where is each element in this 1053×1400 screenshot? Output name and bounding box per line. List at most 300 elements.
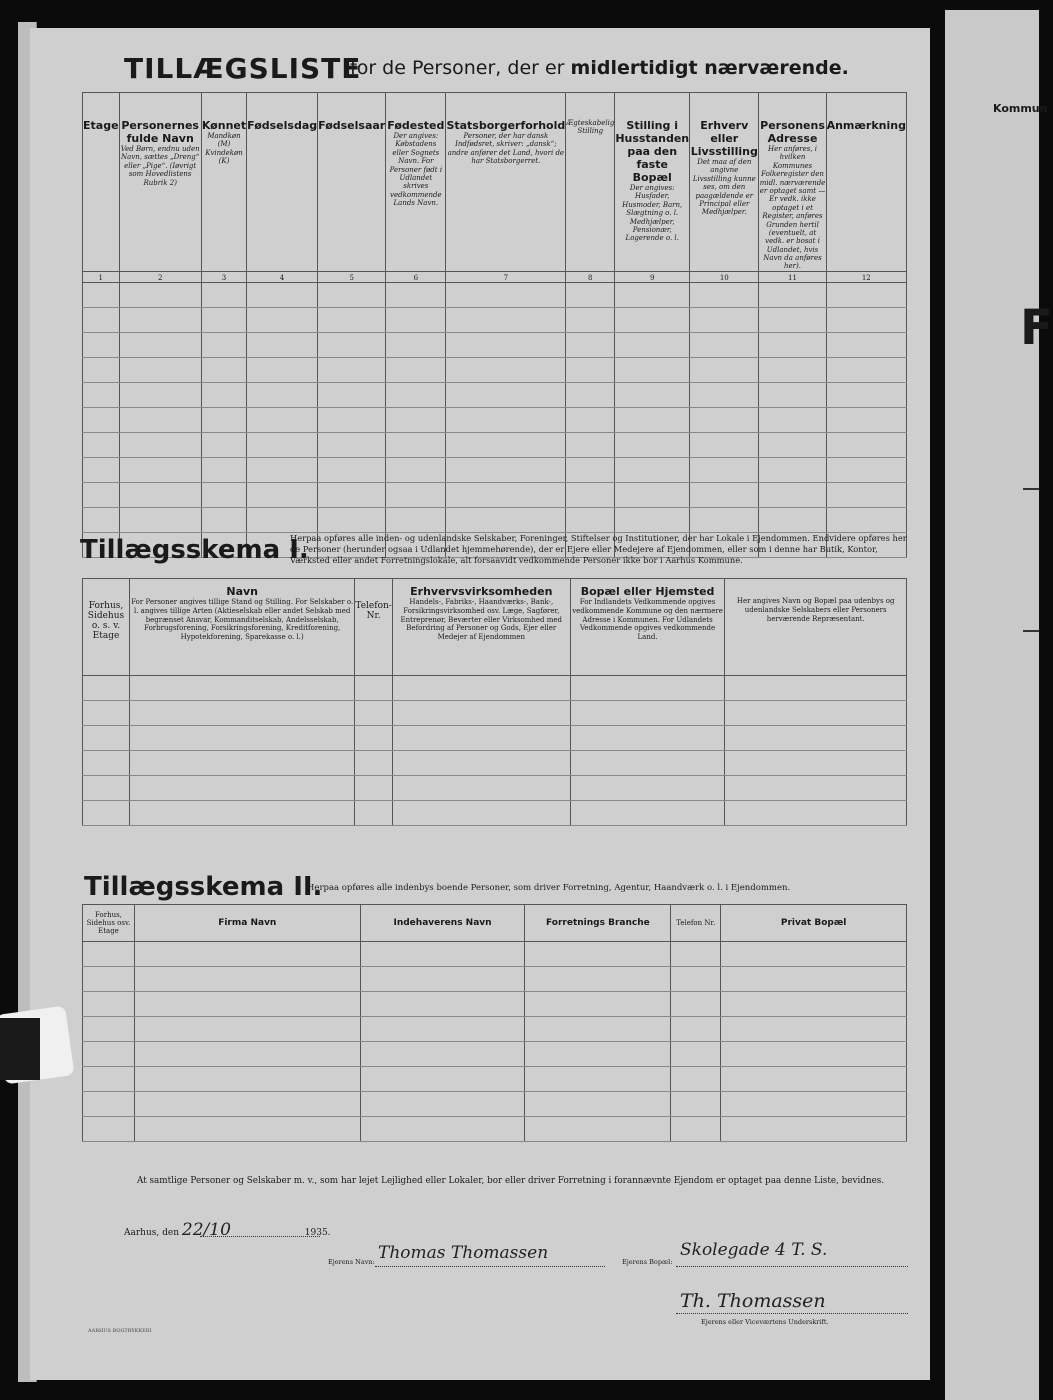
- table-cell: [318, 407, 386, 432]
- column-header: [355, 579, 392, 676]
- table-cell: [671, 1092, 721, 1117]
- attestation-text: At samtlige Personer og Selskaber m. v., som har lejet Lejlighed eller Lokaler, bor eller driver Forretning i forannævnte Ejendom er optaget paa denne Liste, bevidnes.: [137, 1176, 885, 1186]
- table-cell: [83, 407, 120, 432]
- table-cell: [826, 282, 906, 307]
- table-cell: [134, 1067, 360, 1092]
- table-row: [83, 332, 907, 357]
- table-cell: [566, 382, 615, 407]
- table-cell: [83, 801, 130, 826]
- table-cell: [759, 432, 826, 457]
- table-cell: [129, 676, 354, 701]
- table-row: [83, 1017, 907, 1042]
- table-cell: [83, 1117, 135, 1142]
- table-cell: [615, 332, 690, 357]
- table-cell: [725, 726, 907, 751]
- table-cell: [119, 307, 201, 332]
- table-row: [83, 676, 907, 701]
- table-cell: [446, 457, 566, 482]
- table-cell: [318, 357, 386, 382]
- table-row: [83, 726, 907, 751]
- table-cell: [318, 507, 386, 532]
- table-cell: [671, 967, 721, 992]
- table-cell: [247, 307, 318, 332]
- table-cell: [826, 382, 906, 407]
- table-cell: [201, 432, 246, 457]
- column-header: [83, 93, 120, 272]
- table-cell: [525, 942, 671, 967]
- table-cell: [355, 676, 392, 701]
- column-number: 2: [119, 271, 201, 282]
- column-title: Anmærkning: [826, 119, 906, 132]
- table-cell: [759, 332, 826, 357]
- signature-rule: [676, 1313, 908, 1314]
- table-cell: [119, 282, 201, 307]
- facing-page-header: Kommun: [993, 102, 1048, 115]
- table-cell: [615, 407, 690, 432]
- table-cell: [690, 457, 759, 482]
- table-cell: [615, 482, 690, 507]
- column-header: [386, 93, 446, 272]
- table-cell: [201, 382, 246, 407]
- column-header: [247, 93, 318, 272]
- table-cell: [671, 1067, 721, 1092]
- skema1-note: Herpaa opføres alle inden- og udenlandske Selskaber, Foreninger, Stiftelser og Institutioner, der har Lokale i Ejendommen. Endvidere opføres her de Personer (herunder ogsaa i Udlandet hjemmehørende), der er Ejere eller Medejere af Ejendommen, eller som i denne har Butik, Kontor, Værksted eller andet Forretningslokale, alt forsaavidt vedkommende Personer ikke bor i Aarhus Kommune.: [290, 533, 907, 566]
- table-cell: [671, 1017, 721, 1042]
- table-row: [83, 507, 907, 532]
- table-cell: [201, 307, 246, 332]
- table-cell: [247, 507, 318, 532]
- column-number: 11: [759, 271, 826, 282]
- table-cell: [355, 801, 392, 826]
- table-cell: [671, 992, 721, 1017]
- table-cell: [566, 307, 615, 332]
- column-note: Det maa af den angivne Livsstilling kunne ses, om den paagældende er Principal eller Medhjælper.: [692, 158, 756, 217]
- table-cell: [247, 482, 318, 507]
- table-cell: [83, 1067, 135, 1092]
- column-header: [759, 93, 826, 272]
- table-cell: [134, 967, 360, 992]
- table-cell: [129, 776, 354, 801]
- owner-signature: Th. Thomassen: [680, 1290, 826, 1312]
- column-note: Der angives: Købstadens eller Sognets Navn. For Personer født i Udlandet skrives vedkommende Lands Navn.: [389, 132, 443, 208]
- table-cell: [759, 282, 826, 307]
- divider: [1023, 630, 1039, 632]
- table-cell: [725, 801, 907, 826]
- table-cell: [690, 307, 759, 332]
- table-cell: [725, 751, 907, 776]
- column-number: 10: [690, 271, 759, 282]
- column-title: Stilling i Husstanden paa den faste Bopæl: [615, 119, 690, 184]
- table-cell: [83, 1042, 135, 1067]
- table-cell: [318, 457, 386, 482]
- table-cell: [671, 1117, 721, 1142]
- table-row: [83, 1092, 907, 1117]
- skema2-note: Herpaa opføres alle indenbys boende Personer, som driver Forretning, Agentur, Haandværk o. l. i Ejendommen.: [307, 883, 791, 893]
- table-cell: [201, 482, 246, 507]
- column-number: 7: [446, 271, 566, 282]
- tillaegsliste-subtitle: for de Personer, der er midlertidigt nærværende.: [350, 57, 849, 79]
- table-cell: [119, 332, 201, 357]
- table-cell: [759, 507, 826, 532]
- table-cell: [392, 676, 570, 701]
- column-header: [129, 579, 354, 676]
- column-note: Her angives Navn og Bopæl paa udenbys og udenlandske Selskabers eller Personers herværende Repræsentant.: [736, 597, 895, 623]
- table-cell: [386, 482, 446, 507]
- table-cell: [690, 382, 759, 407]
- table-cell: [392, 801, 570, 826]
- date-year: 1935.: [304, 1228, 331, 1238]
- skema2-title: Tillægsskema II.: [84, 872, 323, 902]
- table-cell: [690, 332, 759, 357]
- table-row: [83, 457, 907, 482]
- table-cell: [83, 992, 135, 1017]
- table-cell: [446, 382, 566, 407]
- table-cell: [386, 282, 446, 307]
- date-line-rule: [200, 1236, 320, 1237]
- table-cell: [134, 1017, 360, 1042]
- table-row: [83, 751, 907, 776]
- column-title: Personens Adresse: [760, 119, 825, 145]
- table-cell: [446, 307, 566, 332]
- column-note: Mandkøn (M) Kvindekøn (K): [205, 132, 243, 166]
- table-cell: [615, 282, 690, 307]
- printer-mark: AARHUS BOGTRYKKERI: [88, 1328, 152, 1334]
- table-row: [83, 282, 907, 307]
- table-cell: [318, 307, 386, 332]
- column-header: [570, 579, 725, 676]
- column-number: 4: [247, 271, 318, 282]
- table-cell: [83, 751, 130, 776]
- table-cell: [615, 357, 690, 382]
- table-cell: [566, 332, 615, 357]
- column-number: 5: [318, 271, 386, 282]
- table-cell: [759, 307, 826, 332]
- column-title: Fødselsdag: [247, 119, 318, 132]
- table-cell: [826, 457, 906, 482]
- column-header: [201, 93, 246, 272]
- table-cell: [721, 942, 907, 967]
- column-note: For Indlandets Vedkommende opgives vedkommende Kommune og den nærmere Adresse i Kommunen. For Udlandets Vedkommende opgives vedkommende Land.: [572, 598, 723, 641]
- table-cell: [83, 726, 130, 751]
- column-title: Erhverv eller Livsstilling: [690, 119, 758, 158]
- table-cell: [725, 776, 907, 801]
- table-cell: [247, 382, 318, 407]
- column-header: Indehaverens Navn: [360, 905, 525, 942]
- column-header: [725, 579, 907, 676]
- table-cell: [83, 701, 130, 726]
- table-cell: [570, 776, 725, 801]
- column-header: [566, 93, 615, 272]
- column-note: For Personer angives tillige Stand og Stilling. For Selskaber o. l. angives tillige Arten (Aktieselskab eller andet Selskab med begrænset Ansvar, Kommanditselskab, Andelsselskab, Forbrugsforening, Forsikringsforening, Kreditforening, Hypotekforening, Sparekasse o. l.): [131, 598, 354, 641]
- table-cell: [525, 1067, 671, 1092]
- table-cell: [201, 507, 246, 532]
- table-cell: [826, 357, 906, 382]
- divider: [1023, 488, 1039, 490]
- table-cell: [119, 432, 201, 457]
- table-cell: [525, 1117, 671, 1142]
- table-cell: [355, 726, 392, 751]
- table-cell: [247, 357, 318, 382]
- table-cell: [570, 701, 725, 726]
- table-cell: [446, 407, 566, 432]
- table-cell: [615, 307, 690, 332]
- table-cell: [83, 967, 135, 992]
- table-cell: [360, 1042, 525, 1067]
- table-cell: [566, 507, 615, 532]
- table-cell: [129, 751, 354, 776]
- table-cell: [759, 457, 826, 482]
- table-cell: [446, 357, 566, 382]
- column-title: Personernes fulde Navn: [121, 119, 199, 145]
- table-cell: [83, 776, 130, 801]
- table-row: [83, 407, 907, 432]
- table-cell: [360, 942, 525, 967]
- table-cell: [386, 307, 446, 332]
- table-cell: [570, 726, 725, 751]
- table-cell: [318, 432, 386, 457]
- table-cell: [826, 332, 906, 357]
- table-row: [83, 307, 907, 332]
- table-cell: [355, 776, 392, 801]
- table-cell: [615, 432, 690, 457]
- table-cell: [360, 967, 525, 992]
- column-number: 9: [615, 271, 690, 282]
- skema1-title: Tillægsskema I.: [80, 535, 309, 565]
- owner-name-label: Ejerens Navn:: [328, 1258, 375, 1266]
- table-cell: [318, 282, 386, 307]
- column-header: [119, 93, 201, 272]
- table-cell: [721, 967, 907, 992]
- table-cell: [201, 357, 246, 382]
- column-header: Telefon Nr.: [671, 905, 721, 942]
- signature-label: Ejerens eller Viceværtens Underskrift.: [701, 1318, 829, 1326]
- owner-address-value: Skolegade 4 T. S.: [680, 1240, 828, 1260]
- table-cell: [386, 382, 446, 407]
- table-cell: [566, 457, 615, 482]
- table-cell: [759, 382, 826, 407]
- date-den: den: [162, 1228, 180, 1238]
- table-cell: [83, 357, 120, 382]
- table-row: [83, 776, 907, 801]
- table-cell: [83, 432, 120, 457]
- column-note: Ægteskabelig Stilling: [566, 119, 615, 136]
- table-cell: [355, 701, 392, 726]
- table-cell: [525, 967, 671, 992]
- table-row: [83, 382, 907, 407]
- table-cell: [690, 482, 759, 507]
- table-cell: [446, 507, 566, 532]
- column-title: Fødested: [387, 119, 445, 132]
- table-cell: [119, 457, 201, 482]
- table-cell: [247, 457, 318, 482]
- table-cell: [725, 701, 907, 726]
- table-cell: [570, 676, 725, 701]
- table-cell: [134, 942, 360, 967]
- table-cell: [83, 1092, 135, 1117]
- table-cell: [360, 1017, 525, 1042]
- table-cell: [360, 1092, 525, 1117]
- table-cell: [83, 1017, 135, 1042]
- table-cell: [566, 482, 615, 507]
- table-cell: [360, 1067, 525, 1092]
- date-value: 22/10: [181, 1220, 231, 1240]
- table-cell: [826, 407, 906, 432]
- table-cell: [386, 432, 446, 457]
- table-cell: [392, 751, 570, 776]
- table-cell: [759, 407, 826, 432]
- table-cell: [83, 332, 120, 357]
- table-cell: [355, 751, 392, 776]
- table-cell: [83, 507, 120, 532]
- column-header: Privat Bopæl: [721, 905, 907, 942]
- table-cell: [83, 676, 130, 701]
- column-header: Forhus, Sidehus osv. Etage: [83, 905, 135, 942]
- column-header: [318, 93, 386, 272]
- table-row: [83, 801, 907, 826]
- table-row: [83, 942, 907, 967]
- table-cell: [386, 357, 446, 382]
- tillaegsliste-table: [82, 92, 907, 558]
- facing-page: [945, 10, 1053, 1400]
- table-cell: [826, 482, 906, 507]
- column-note: Ved Børn, endnu uden Navn, sættes „Dreng“ eller „Pige“. (Iøvrigt som Hovedlistens Rubrik 2): [120, 145, 200, 187]
- table-cell: [446, 282, 566, 307]
- table-cell: [826, 507, 906, 532]
- owner-name-rule: [375, 1266, 605, 1267]
- table-cell: [721, 992, 907, 1017]
- table-cell: [134, 992, 360, 1017]
- table-cell: [759, 482, 826, 507]
- table-cell: [129, 726, 354, 751]
- column-header: [446, 93, 566, 272]
- column-header: Firma Navn: [134, 905, 360, 942]
- table-cell: [566, 357, 615, 382]
- column-title: Forhus, Sidehus o. s. v. Etage: [87, 601, 125, 641]
- column-header: Forretnings Branche: [525, 905, 671, 942]
- table-cell: [525, 1042, 671, 1067]
- table-cell: [119, 407, 201, 432]
- column-number: 12: [826, 271, 906, 282]
- table-cell: [671, 1042, 721, 1067]
- column-number: 1: [83, 271, 120, 282]
- table-cell: [570, 801, 725, 826]
- table-cell: [201, 457, 246, 482]
- table-cell: [721, 1042, 907, 1067]
- column-note: Personer, der har dansk Indfødsret, skriver: „dansk“; andre anfører det Land, hvori de har Statsborgerret.: [447, 132, 565, 166]
- column-title: Navn: [226, 585, 258, 598]
- table-cell: [360, 1117, 525, 1142]
- table-cell: [201, 282, 246, 307]
- table-row: [83, 432, 907, 457]
- column-title: Erhvervsvirksomheden: [410, 585, 553, 598]
- table-cell: [247, 282, 318, 307]
- table-cell: [525, 1017, 671, 1042]
- owner-address-label: Ejerens Bopæl:: [622, 1258, 673, 1266]
- table-row: [83, 967, 907, 992]
- table-cell: [134, 1092, 360, 1117]
- table-cell: [690, 507, 759, 532]
- table-cell: [721, 1017, 907, 1042]
- table-cell: [446, 332, 566, 357]
- column-header: [690, 93, 759, 272]
- table-cell: [392, 701, 570, 726]
- table-cell: [759, 357, 826, 382]
- table-cell: [826, 432, 906, 457]
- table-cell: [83, 307, 120, 332]
- table-row: [83, 1067, 907, 1092]
- table-row: [83, 1042, 907, 1067]
- skema2-table: [82, 904, 907, 1142]
- table-cell: [690, 407, 759, 432]
- table-cell: [119, 482, 201, 507]
- table-cell: [566, 407, 615, 432]
- table-cell: [615, 457, 690, 482]
- table-cell: [129, 701, 354, 726]
- table-cell: [386, 457, 446, 482]
- date-place: Aarhus,: [124, 1228, 160, 1238]
- table-cell: [671, 942, 721, 967]
- column-header: [83, 579, 130, 676]
- table-cell: [615, 382, 690, 407]
- skema1-table: [82, 578, 907, 826]
- column-header: [615, 93, 690, 272]
- table-cell: [446, 432, 566, 457]
- table-cell: [386, 507, 446, 532]
- table-row: [83, 357, 907, 382]
- table-cell: [446, 482, 566, 507]
- table-cell: [83, 942, 135, 967]
- table-cell: [201, 407, 246, 432]
- column-title: Bopæl eller Hjemsted: [580, 585, 715, 598]
- column-title: Telefon-Nr.: [355, 601, 392, 621]
- table-cell: [83, 282, 120, 307]
- table-cell: [318, 382, 386, 407]
- column-number: 3: [201, 271, 246, 282]
- table-cell: [525, 992, 671, 1017]
- table-cell: [525, 1092, 671, 1117]
- facing-page-letter: F: [1020, 300, 1053, 356]
- table-cell: [386, 407, 446, 432]
- table-cell: [247, 332, 318, 357]
- table-cell: [690, 432, 759, 457]
- table-cell: [826, 307, 906, 332]
- table-cell: [134, 1042, 360, 1067]
- column-title: Etage: [83, 119, 119, 132]
- table-cell: [721, 1067, 907, 1092]
- table-cell: [721, 1092, 907, 1117]
- table-cell: [392, 776, 570, 801]
- table-cell: [83, 382, 120, 407]
- table-cell: [566, 282, 615, 307]
- table-cell: [318, 482, 386, 507]
- table-cell: [386, 332, 446, 357]
- column-number: 8: [566, 271, 615, 282]
- column-number: 6: [386, 271, 446, 282]
- table-row: [83, 701, 907, 726]
- table-row: [83, 1117, 907, 1142]
- table-row: [83, 992, 907, 1017]
- table-cell: [83, 482, 120, 507]
- table-cell: [129, 801, 354, 826]
- column-title: Statsborgerforhold: [446, 119, 566, 132]
- table-cell: [721, 1117, 907, 1142]
- owner-name-value: Thomas Thomassen: [378, 1243, 549, 1263]
- table-cell: [119, 382, 201, 407]
- table-cell: [615, 507, 690, 532]
- column-note: Der angives: Husfader, Husmoder, Barn, Slægtning o. l. Medhjælper, Pensionær, Logerende o. l.: [622, 184, 683, 243]
- table-cell: [690, 282, 759, 307]
- table-cell: [119, 357, 201, 382]
